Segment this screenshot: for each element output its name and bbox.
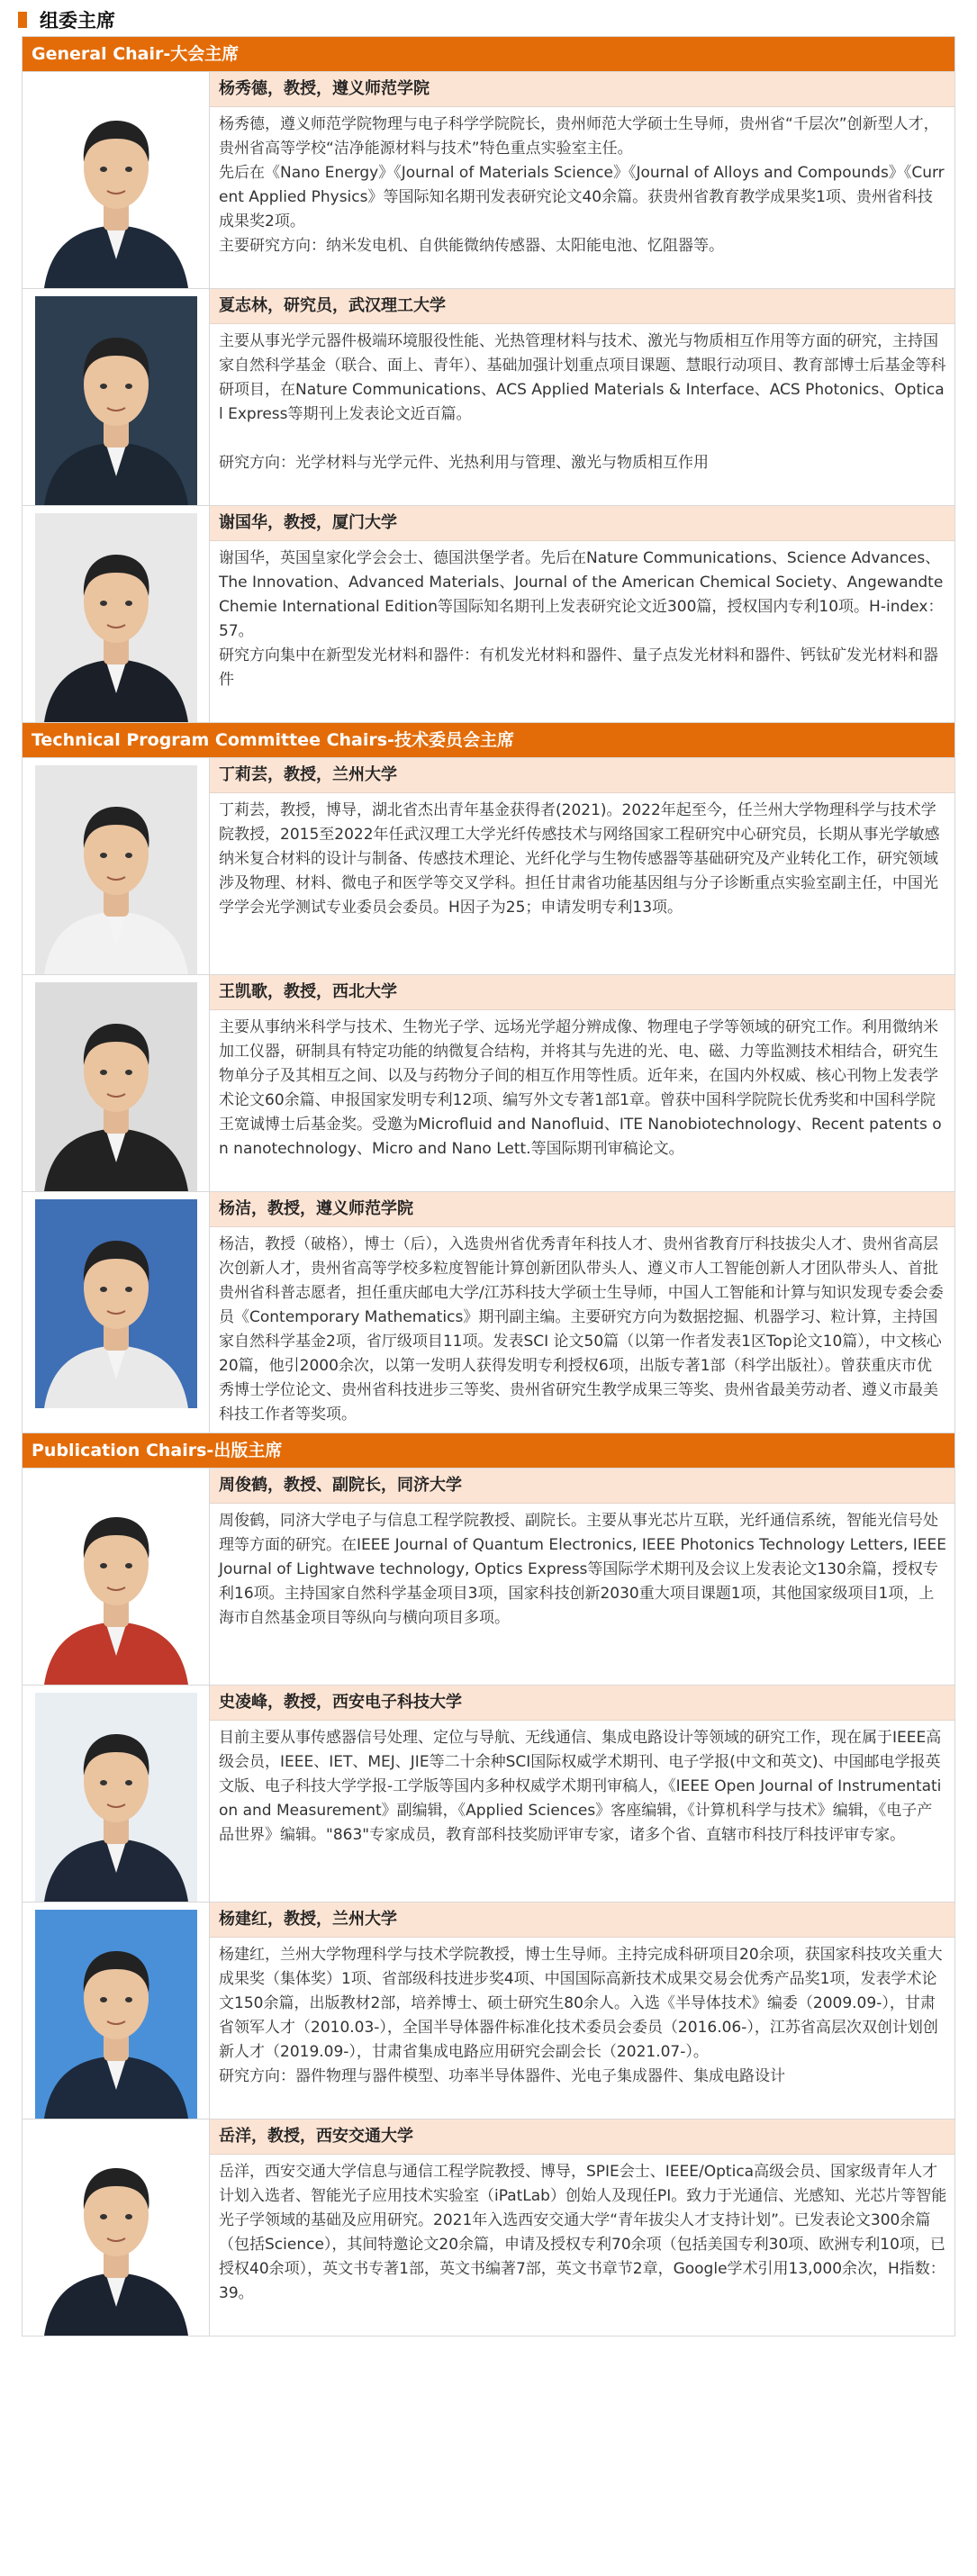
person-row bbox=[23, 1685, 954, 1902]
person-bio bbox=[210, 1504, 954, 1636]
person-row bbox=[23, 1902, 954, 2119]
person-bio bbox=[210, 2155, 954, 2311]
person-row bbox=[23, 757, 954, 974]
bio-paragraph: 岳洋，西安交通大学信息与通信工程学院教授、博导，SPIE会士、IEEE/Optica高级会员、国家级青年人才计划入选者、智能光子应用技术实验室（iPatLab）创始人及现任PI。致力于光通信、光感知、光芯片等智能光子学领域的基础及应用研究。2021年入选西安交通大学“青年拔尖人才支持计划”。已发表论文300余篇（包括Science），其间特邀论文20余篇，申请及授权专利70余项（包括美国专利30项、欧洲专利10项，已授权40余项），英文书专著1部，英文书编著7部，英文书章节2章，Google学术引用13,000余次，H指数：39。 bbox=[219, 2163, 947, 2302]
info-cell bbox=[210, 1686, 954, 1902]
committee-table bbox=[22, 36, 955, 2336]
heading-marker bbox=[18, 12, 27, 28]
portrait-photo bbox=[35, 982, 197, 1191]
person-bio bbox=[210, 324, 954, 481]
bio-paragraph: 主要研究方向：纳米发电机、自供能微纳传感器、太阳能电池、忆阻器等。 bbox=[219, 237, 724, 255]
photo-cell bbox=[23, 289, 210, 505]
photo-cell bbox=[23, 1469, 210, 1685]
section-header: Technical Program Committee Chairs-技术委员会主席 bbox=[23, 722, 954, 757]
person-row bbox=[23, 1468, 954, 1685]
person-name: 史凌峰，教授，西安电子科技大学 bbox=[210, 1686, 954, 1721]
info-cell bbox=[210, 506, 954, 722]
info-cell bbox=[210, 2120, 954, 2336]
bio-paragraph bbox=[219, 427, 947, 451]
person-bio bbox=[210, 1721, 954, 1853]
person-name: 杨建红，教授，兰州大学 bbox=[210, 1903, 954, 1938]
person-name: 夏志林，研究员，武汉理工大学 bbox=[210, 289, 954, 324]
person-name: 杨洁，教授，遵义师范学院 bbox=[210, 1192, 954, 1227]
person-bio bbox=[210, 1010, 954, 1167]
portrait-photo bbox=[35, 296, 197, 505]
portrait-photo bbox=[35, 79, 197, 288]
photo-cell bbox=[23, 506, 210, 722]
photo-cell bbox=[23, 758, 210, 974]
portrait-photo bbox=[35, 513, 197, 722]
bio-paragraph: 丁莉芸，教授，博导，湖北省杰出青年基金获得者(2021)。2022年起至今，任兰州大学物理科学与技术学院教授，2015至2022年任武汉理工大学光纤传感技术与网络国家工程研究中心研究员，长期从事光学敏感纳米复合材料的设计与制备、传感技术理论、光纤化学与生物传感器等基础研究及产业转化工作，研究领域涉及物理、材料、微电子和医学等交叉学科。担任甘肃省功能基因组与分子诊断重点实验室副主任，中国光学学会光学测试专业委员会委员。H因子为25；申请发明专利13项。 bbox=[219, 801, 940, 917]
bio-paragraph: 先后在《Nano Energy》《Journal of Materials Science》《Journal of Alloys and Compounds》《Current Applied Physics》等国际知名期刊发表研究论文40余篇。获贵州省教育教学成果奖1项、贵州省科技成果奖2项。 bbox=[219, 164, 945, 230]
photo-cell bbox=[23, 2120, 210, 2336]
info-cell bbox=[210, 1192, 954, 1433]
page-heading bbox=[18, 5, 115, 34]
photo-cell bbox=[23, 72, 210, 288]
bio-paragraph: 杨建红，兰州大学物理科学与技术学院教授，博士生导师。主持完成科研项目20余项，获国家科技攻关重大成果奖（集体奖）1项、省部级科技进步奖4项、中国国际高新技术成果交易会优秀产品奖1项，发表学术论文150余篇，出版教材2部，培养博士、硕士研究生80余人。入选《半导体技术》编委（2009.09-），甘肃省领军人才（2010.03-），全国半导体器件标准化技术委员会委员（2016.06-），江苏省高层次双创计划创新人才（2019.09-），甘肃省集成电路应用研究会副会长（2021.07-）。 bbox=[219, 1946, 943, 2061]
person-row bbox=[23, 505, 954, 722]
info-cell bbox=[210, 72, 954, 288]
portrait-photo bbox=[35, 1199, 197, 1408]
section-header: Publication Chairs-出版主席 bbox=[23, 1433, 954, 1468]
portrait-photo bbox=[35, 765, 197, 974]
bio-paragraph: 主要从事光学元器件极端环境服役性能、光热管理材料与技术、激光与物质相互作用等方面的研究，主持国家自然科学基金（联合、面上、青年）、基础加强计划重点项目课题、慧眼行动项目、教育部博士后基金等科研项目，在Nature Communications、ACS Applied Materials & Interface、ACS Photonics、Optical Express等期刊上发表论文近百篇。 bbox=[219, 332, 946, 423]
section-header: General Chair-大会主席 bbox=[23, 37, 954, 71]
person-row bbox=[23, 71, 954, 288]
person-row bbox=[23, 1191, 954, 1433]
portrait-photo bbox=[35, 1693, 197, 1902]
bio-paragraph: 研究方向：光学材料与光学元件、光热利用与管理、激光与物质相互作用 bbox=[219, 454, 709, 472]
person-row bbox=[23, 2119, 954, 2336]
info-cell bbox=[210, 289, 954, 505]
bio-paragraph: 谢国华，英国皇家化学会会士、德国洪堡学者。先后在Nature Communications、Science Advances、The Innovation、Advanced Materials、Journal of the American Chemical Society、Angewandte Chemie International Edition等国际知名期刊上发表研究论文近300篇，授权国内专利10项。H-index：57。 bbox=[219, 549, 944, 640]
bio-paragraph: 研究方向：器件物理与器件模型、功率半导体器件、光电子集成器件、集成电路设计 bbox=[219, 2067, 785, 2085]
person-bio bbox=[210, 793, 954, 926]
bio-paragraph: 杨秀德，遵义师范学院物理与电子科学学院院长，贵州师范大学硕士生导师，贵州省“千层次”创新型人才，贵州省高等学校“洁净能源材料与技术”特色重点实验室主任。 bbox=[219, 115, 939, 158]
info-cell bbox=[210, 975, 954, 1191]
person-bio bbox=[210, 107, 954, 264]
photo-cell bbox=[23, 1903, 210, 2119]
portrait-photo bbox=[35, 1476, 197, 1685]
bio-paragraph: 目前主要从事传感器信号处理、定位与导航、无线通信、集成电路设计等领域的研究工作，现在属于IEEE高级会员，IEEE、IET、MEJ、JIE等二十余种SCI国际权威学术期刊、电子学报(中文和英文)、中国邮电学报英文版、电子科技大学学报-工学版等国内多种权威学术期刊审稿人，《IEEE Open Journal of Instrumentation and Measurement》副编辑，《Applied Sciences》客座编辑，《计算机科学与技术》编辑，《电子产品世界》编辑。"863"专家成员，教育部科技奖励评审专家，诸多个省、直辖市科技厅科技评审专家。 bbox=[219, 1729, 942, 1844]
photo-cell bbox=[23, 975, 210, 1191]
person-row bbox=[23, 288, 954, 505]
bio-paragraph: 杨洁，教授（破格），博士（后），入选贵州省优秀青年科技人才、贵州省教育厅科技拔尖人才、贵州省高层次创新人才，贵州省高等学校多粒度智能计算创新团队带头人、遵义市人工智能创新人才团队带头人、首批贵州省科普志愿者，担任重庆邮电大学/江苏科技大学硕士生导师，中国人工智能和计算与知识发现专委会委员《Contemporary Mathematics》期刊副主编。主要研究方向为数据挖掘、机器学习、粒计算，主持国家自然科学基金2项，省厅级项目11项。发表SCI 论文50篇（以第一作者发表1区Top论文10篇），中文核心20篇，他引2000余次，以第一发明人获得发明专利授权6项，出版专著1部（科学出版社）。曾获重庆市优秀博士学位论文、贵州省科技进步三等奖、贵州省研究生教学成果三等奖、贵州省最美劳动者、遵义市最美科技工作者等奖项。 bbox=[219, 1235, 944, 1424]
page-title: 组委主席 bbox=[40, 10, 115, 32]
person-name: 王凯歌，教授，西北大学 bbox=[210, 975, 954, 1010]
person-bio bbox=[210, 1227, 954, 1433]
info-cell bbox=[210, 758, 954, 974]
bio-paragraph: 周俊鹤，同济大学电子与信息工程学院教授、副院长。主要从事光芯片互联，光纤通信系统，智能光信号处理等方面的研究。在IEEE Journal of Quantum Electronics, IEEE Photonics Technology Letters, IEEE Journal of Lightwave technology, Optics Express等国际学术期刊及会议上发表论文130余篇，授权专利16项。主持国家自然科学基金项目3项，国家科技创新2030重大项目课题1项，其他国家级项目1项，上海市自然基金项目等纵向与横向项目多项。 bbox=[219, 1512, 947, 1627]
person-name: 谢国华，教授，厦门大学 bbox=[210, 506, 954, 541]
person-name: 周俊鹤，教授、副院长，同济大学 bbox=[210, 1469, 954, 1504]
photo-cell bbox=[23, 1686, 210, 1902]
person-bio bbox=[210, 1938, 954, 2094]
person-name: 岳洋，教授，西安交通大学 bbox=[210, 2120, 954, 2155]
person-row bbox=[23, 974, 954, 1191]
info-cell bbox=[210, 1469, 954, 1685]
portrait-photo bbox=[35, 1910, 197, 2119]
person-name: 丁莉芸，教授，兰州大学 bbox=[210, 758, 954, 793]
bio-paragraph: 研究方向集中在新型发光材料和器件：有机发光材料和器件、量子点发光材料和器件、钙钛矿发光材料和器件 bbox=[219, 646, 938, 689]
photo-cell bbox=[23, 1192, 210, 1433]
person-name: 杨秀德，教授，遵义师范学院 bbox=[210, 72, 954, 107]
portrait-photo bbox=[35, 2127, 197, 2336]
info-cell bbox=[210, 1903, 954, 2119]
bio-paragraph: 主要从事纳米科学与技术、生物光子学、远场光学超分辨成像、物理电子学等领域的研究工作。利用微纳米加工仪器，研制具有特定功能的纳微复合结构，并将其与先进的光、电、磁、力等监测技术相结合，研究生物单分子及其相互之间、以及与药物分子间的相互作用等性质。近年来，在国内外权威、核心刊物上发表学术论文60余篇、申报国家发明专利12项、编写外文专著1部1章。曾获中国科学院院长优秀奖和中国科学院王宽诚博士后基金奖。受邀为Microfluid and Nanofluid、ITE Nanobiotechnology、Recent patents on nanotechnology、Micro and Nano Lett.等国际期刊审稿论文。 bbox=[219, 1018, 942, 1158]
person-bio bbox=[210, 541, 954, 698]
